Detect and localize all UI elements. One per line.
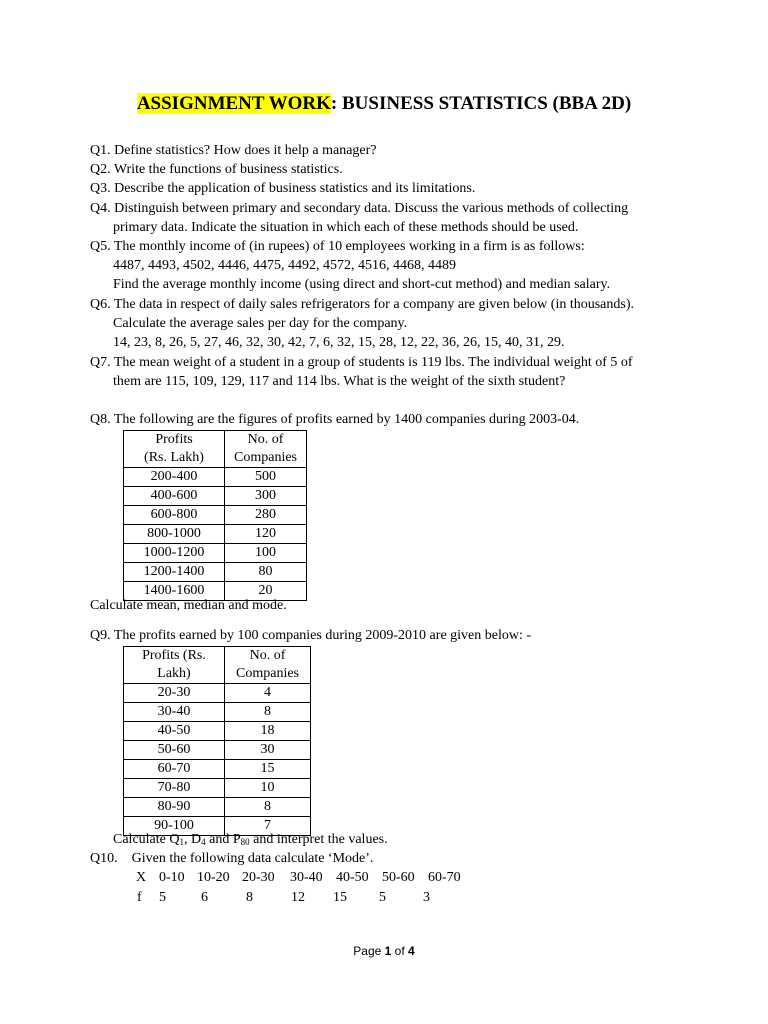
question-9: Q9. The profits earned by 100 companies during 2009-2010 are given below: - <box>90 628 532 643</box>
table-row: 1200-1400 80 <box>124 563 307 582</box>
table-row: 1400-1600 20 <box>124 582 307 601</box>
table-row: 40-50 18 <box>124 722 311 741</box>
q10-x-value: 10-20 <box>197 870 230 885</box>
question-1: Q1. Define statistics? How does it help a manager? <box>90 143 377 158</box>
title-rest: : BUSINESS STATISTICS (BBA 2D) <box>330 93 632 114</box>
question-8-instruction: Calculate mean, median and mode. <box>90 598 287 613</box>
table8-header-profits: Profits (Rs. Lakh) <box>124 431 225 468</box>
table-row: 70-80 10 <box>124 779 311 798</box>
q10-f-value: 15 <box>333 890 347 905</box>
q10-x-label: X <box>136 870 147 885</box>
q10-f-label: f <box>137 890 142 905</box>
question-5-line-1: Q5. The monthly income of (in rupees) of 10 employees working in a firm is as follows: <box>90 239 585 254</box>
title-highlight: ASSIGNMENT WORK <box>136 93 331 114</box>
question-10: Q10. Given the following data calculate ‘Mode’. <box>90 851 374 866</box>
q10-f-value: 12 <box>291 890 305 905</box>
question-9-instruction: Calculate $Q_1$, $D_4$ and $P_{80}$ and interpret the values. <box>113 832 388 847</box>
document-title <box>0 92 768 116</box>
table-row: 50-60 30 <box>124 741 311 760</box>
profits-table-q9 <box>123 646 311 836</box>
q10-x-value: 40-50 <box>336 870 369 885</box>
q10-x-value: 30-40 <box>290 870 323 885</box>
table-row: 200-400 500 <box>124 468 307 487</box>
question-3: Q3. Describe the application of business statistics and its limitations. <box>90 181 476 196</box>
question-5-line-2: 4487, 4493, 4502, 4446, 4475, 4492, 4572, 4516, 4468, 4489 <box>113 258 456 273</box>
table-row: 60-70 15 <box>124 760 311 779</box>
table-row: 20-30 4 <box>124 684 311 703</box>
q10-f-value: 6 <box>201 890 208 905</box>
q10-x-value: 20-30 <box>242 870 275 885</box>
table-row: 80-90 8 <box>124 798 311 817</box>
q10-x-value: 50-60 <box>382 870 415 885</box>
table9-header-companies: No. of Companies <box>225 647 311 684</box>
question-7-line-1: Q7. The mean weight of a student in a group of students is 119 lbs. The individual weight of 5 of <box>90 355 633 370</box>
q10-x-value: 60-70 <box>428 870 461 885</box>
profits-table-q8 <box>123 430 307 601</box>
table-row: 90-100 7 <box>124 817 311 836</box>
table-row: 600-800 280 <box>124 506 307 525</box>
table-row: 400-600 300 <box>124 487 307 506</box>
q10-x-value: 0-10 <box>159 870 185 885</box>
question-4-line-1: Q4. Distinguish between primary and secondary data. Discuss the various methods of collecting <box>90 201 629 216</box>
q10-f-value: 8 <box>246 890 253 905</box>
question-6-line-1: Q6. The data in respect of daily sales refrigerators for a company are given below (in thousands). <box>90 297 634 312</box>
question-6-line-3: 14, 23, 8, 26, 5, 27, 46, 32, 30, 42, 7, 6, 32, 15, 28, 12, 22, 36, 26, 15, 40, 31, 29. <box>113 335 565 350</box>
table-row: 30-40 8 <box>124 703 311 722</box>
question-8: Q8. The following are the figures of profits earned by 1400 companies during 2003-04. <box>90 412 580 427</box>
question-4-line-2: primary data. Indicate the situation in which each of these methods should be used. <box>113 220 579 235</box>
question-6-line-2: Calculate the average sales per day for the company. <box>113 316 408 331</box>
table8-header-companies: No. of Companies <box>225 431 307 468</box>
table9-header-profits: Profits (Rs. Lakh) <box>124 647 225 684</box>
question-5-line-3: Find the average monthly income (using direct and short-cut method) and median salary. <box>113 277 611 292</box>
q10-f-value: 5 <box>379 890 386 905</box>
page-number: Page 1 of 4 <box>353 944 415 958</box>
question-7-line-2: them are 115, 109, 129, 117 and 114 lbs. What is the weight of the sixth student? <box>113 374 566 389</box>
q10-f-value: 3 <box>423 890 430 905</box>
q10-f-value: 5 <box>159 890 166 905</box>
table-row: 1000-1200 100 <box>124 544 307 563</box>
question-2: Q2. Write the functions of business statistics. <box>90 162 343 177</box>
table-row: 800-1000 120 <box>124 525 307 544</box>
